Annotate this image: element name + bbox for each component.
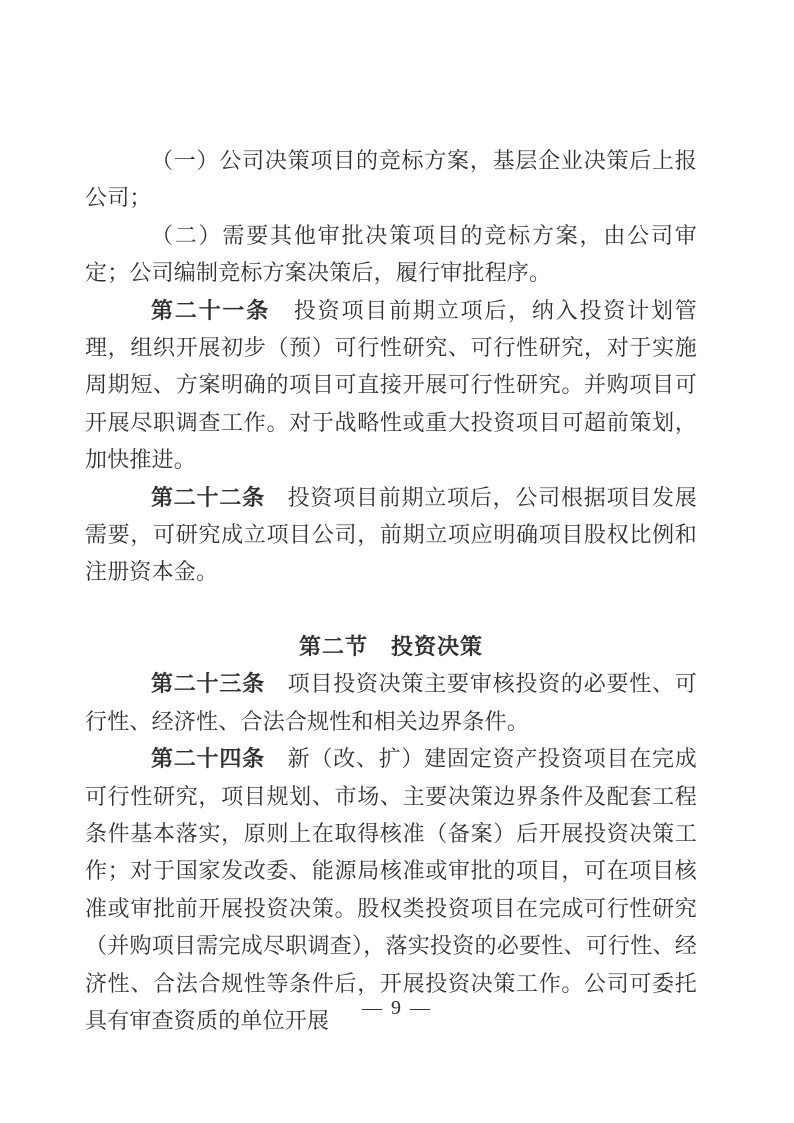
article-number: 第二十三条 (151, 671, 265, 697)
paragraph-article-22 (85, 479, 697, 591)
paragraph-article-24 (85, 740, 697, 1039)
article-text: 投资项目前期立项后，公司根据项目发展需要，可研究成立项目公司，前期立项应明确项目股权比例和注册资本金。 (85, 484, 697, 585)
paragraph-article-23 (85, 665, 697, 740)
article-number: 第二十四条 (151, 746, 265, 772)
article-text: 新（改、扩）建固定资产投资项目在完成可行性研究，项目规划、市场、主要决策边界条件及配套工程条件基本落实，原则上在取得核准（备案）后开展投资决策工作；对于国家发改委、能源局核准或审批的项目，可在项目核准或审批前开展投资决策。股权类投资项目在完成可行性研究（并购项目需完成尽职调查），落实投资的必要性、可行性、经济性、合法合规性等条件后，开展投资决策工作。公司可委托具有审查资质的单位开展 (85, 746, 697, 1033)
section-heading: 第二节 投资决策 (298, 633, 483, 659)
article-text: 项目投资决策主要审核投资的必要性、可行性、经济性、合法合规性和相关边界条件。 (85, 671, 697, 734)
document-body (85, 142, 697, 1039)
article-number: 第二十一条 (151, 297, 271, 323)
paragraph-text: （一）公司决策项目的竞标方案，基层企业决策后上报公司； (85, 148, 697, 211)
paragraph-list-item-2 (85, 217, 697, 292)
article-number: 第二十二条 (151, 484, 265, 510)
paragraph-list-item-1 (85, 142, 697, 217)
paragraph-text: （二）需要其他审批决策项目的竞标方案，由公司审定；公司编制竞标方案决策后，履行审批程序。 (85, 222, 697, 286)
page-number: — 9 — (362, 997, 432, 1019)
paragraph-article-21 (85, 292, 697, 479)
article-text: 投资项目前期立项后，纳入投资计划管理，组织开展初步（预）可行性研究、可行性研究，对于实施周期短、方案明确的项目可直接开展可行性研究。并购项目可开展尽职调查工作。对于战略性或重大投资项目可超前策划，加快推进。 (85, 297, 697, 473)
